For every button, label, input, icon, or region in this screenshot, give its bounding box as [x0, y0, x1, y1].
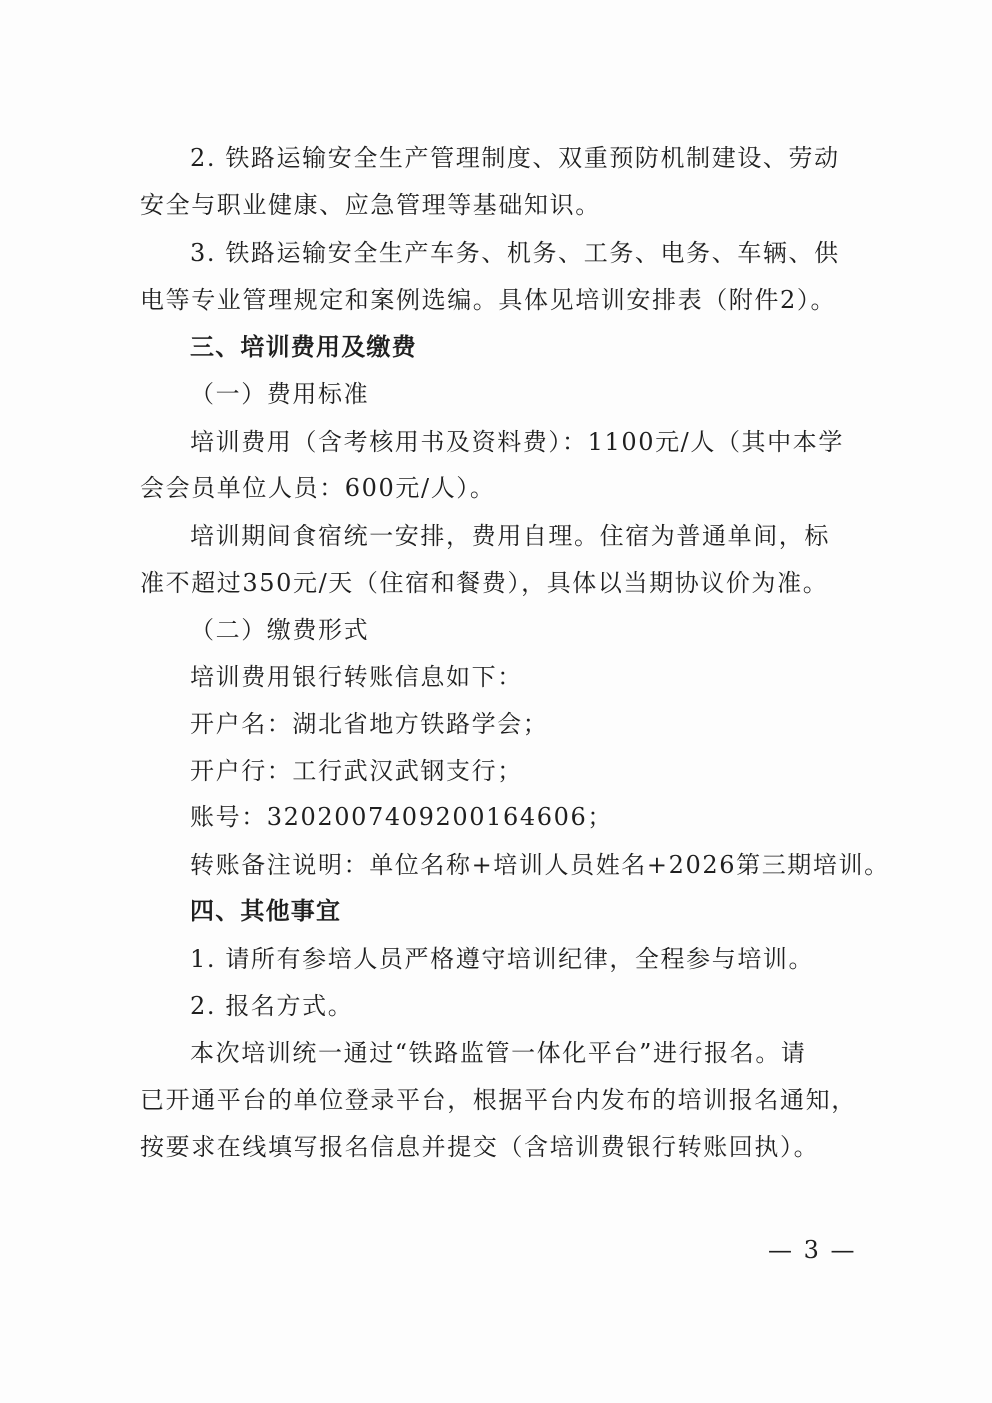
subsection-heading: （二）缴费形式 — [190, 616, 370, 644]
paragraph-line: 已开通平台的单位登录平台，根据平台内发布的培训报名通知， — [140, 1086, 857, 1114]
paragraph-line: 电等专业管理规定和案例选编。具体见培训安排表（附件2）。 — [140, 286, 837, 314]
section-heading: 三、培训费用及缴费 — [190, 333, 417, 361]
paragraph-line: 3. 铁路运输安全生产车务、机务、工务、电务、车辆、供 — [190, 239, 840, 267]
paragraph-line: 本次培训统一通过“铁路监管一体化平台”进行报名。请 — [190, 1039, 807, 1067]
transfer-note-line: 转账备注说明：单位名称+培训人员姓名+2026第三期培训。 — [190, 851, 890, 879]
paragraph-line: 2. 报名方式。 — [190, 992, 354, 1020]
paragraph-line: 培训费用（含考核用书及资料费）：1100元/人（其中本学 — [190, 428, 844, 456]
page-number: — 3 — — [768, 1236, 857, 1264]
paragraph-line: 会会员单位人员：600元/人）。 — [140, 474, 496, 502]
paragraph-line: 2. 铁路运输安全生产管理制度、双重预防机制建设、劳动 — [190, 144, 840, 172]
subsection-heading: （一）费用标准 — [190, 380, 370, 408]
account-name-line: 开户名：湖北省地方铁路学会； — [190, 710, 549, 738]
paragraph-line: 安全与职业健康、应急管理等基础知识。 — [140, 191, 601, 219]
paragraph-line: 培训费用银行转账信息如下： — [190, 663, 523, 691]
account-number-line: 账号：3202007409200164606； — [190, 803, 613, 831]
paragraph-line: 准不超过350元/天（住宿和餐费），具体以当期协议价为准。 — [140, 569, 829, 597]
paragraph-line: 培训期间食宿统一安排，费用自理。住宿为普通单间，标 — [190, 522, 830, 550]
bank-line: 开户行：工行武汉武钢支行； — [190, 757, 523, 785]
paragraph-line: 1. 请所有参培人员严格遵守培训纪律，全程参与培训。 — [190, 945, 815, 973]
paragraph-line: 按要求在线填写报名信息并提交（含培训费银行转账回执）。 — [140, 1133, 820, 1161]
section-heading: 四、其他事宜 — [190, 897, 342, 925]
